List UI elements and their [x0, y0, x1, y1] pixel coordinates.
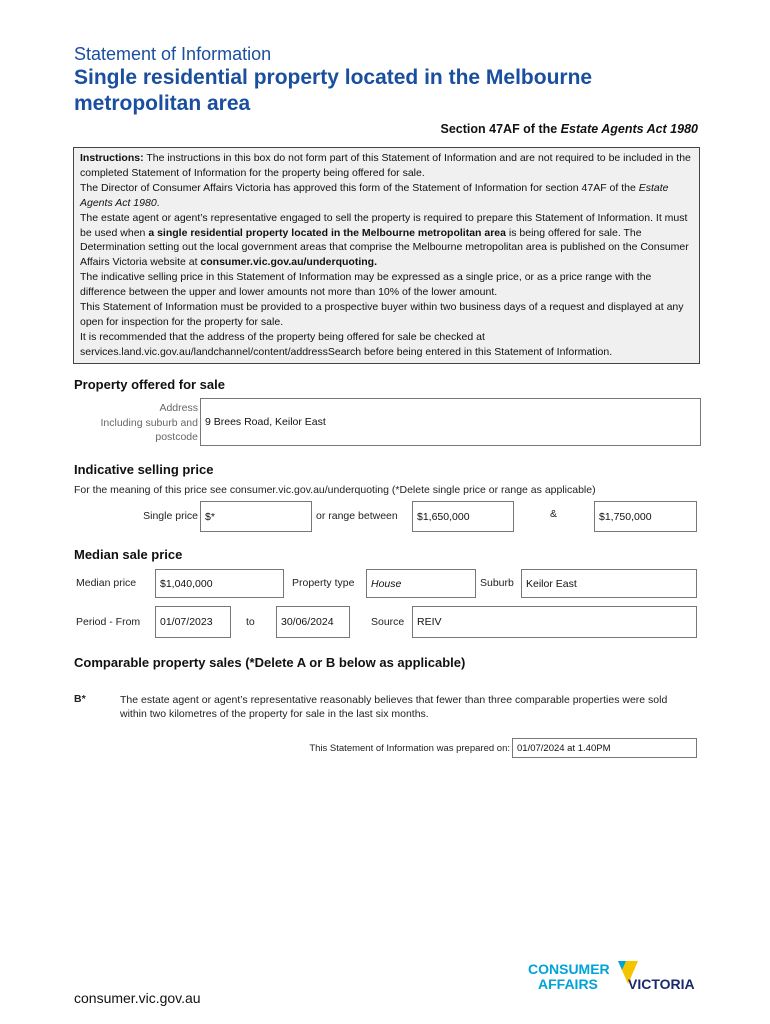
single-price-label: Single price: [143, 510, 198, 522]
instructions-p5: This Statement of Information must be provided to a prospective buyer within two business days of a request and displayed at any open for inspection for the property for sale.: [80, 301, 684, 328]
range-high-field[interactable]: $1,750,000: [594, 501, 697, 532]
option-b-text: The estate agent or agent’s representative reasonably believes that fewer than three comparable properties were sold within two kilometres of the property for sale in the last six months.: [120, 694, 668, 720]
underquoting-link[interactable]: consumer.vic.gov.au/underquoting.: [200, 255, 377, 268]
prepared-on-field[interactable]: 01/07/2024 at 1.40PM: [512, 738, 697, 758]
form-subtitle: Statement of Information: [74, 44, 272, 64]
logo-word-affairs: AFFAIRS: [538, 976, 598, 992]
comparable-section-title: Comparable property sales (*Delete A or B below as applicable): [74, 655, 466, 670]
source-field[interactable]: REIV: [412, 606, 697, 638]
instructions-p1: Instructions: The instructions in this box do not form part of this Statement of Information and are not required to be included in the completed Statement of Information for the property being offered for sale.: [80, 152, 691, 179]
suburb-label: Suburb: [480, 577, 514, 589]
address-field[interactable]: 9 Brees Road, Keilor East: [200, 398, 701, 446]
instructions-box: [73, 147, 700, 364]
logo-graphic: [526, 958, 706, 1002]
period-to-field[interactable]: 30/06/2024: [276, 606, 350, 638]
single-price-field[interactable]: $*: [200, 501, 312, 532]
median-section-title: Median sale price: [74, 547, 183, 562]
property-section-title: Property offered for sale: [74, 377, 225, 392]
logo-word-victoria: VICTORIA: [628, 976, 695, 992]
logo-word-consumer: CONSUMER: [528, 961, 610, 977]
page-title: Single residential property located in the Melbourne metropolitan area: [74, 66, 593, 115]
price-note: For the meaning of this price see consumer.vic.gov.au/underquoting (*Delete single price or range as applicable): [74, 484, 596, 496]
instructions-p2: The Director of Consumer Affairs Victoria has approved this form of the Statement of Information for section 47AF of the Estate Agents Act 1980.: [80, 182, 669, 209]
consumer-affairs-victoria-logo: [526, 958, 706, 1002]
property-type-field[interactable]: House: [366, 569, 476, 598]
suburb-field[interactable]: Keilor East: [521, 569, 697, 598]
period-to-label: to: [246, 616, 255, 628]
instructions-p4: The indicative selling price in this Statement of Information may be expressed as a single price, or as a price range with the difference between the upper and lower amounts not more than 10% of the lower amount.: [80, 271, 652, 298]
address-label: Address Including suburb and postcode: [100, 402, 198, 443]
instructions-p3: The estate agent or agent’s representative engaged to sell the property is required to prepare this Statement of Information. It must be used when a single residential property located in the Melbourne metropolitan area is being offered for sale. The Determination setting out the local government areas that comprise the Melbourne metropolitan area is published on the Consumer Affairs Victoria website at consumer.vic.gov.au/underquoting.: [80, 212, 689, 268]
period-from-field[interactable]: 01/07/2023: [155, 606, 231, 638]
range-ampersand: &: [550, 508, 558, 520]
footer-url[interactable]: consumer.vic.gov.au: [74, 990, 201, 1006]
range-label: or range between: [316, 510, 398, 522]
median-price-field[interactable]: $1,040,000: [155, 569, 284, 598]
section-reference: Section 47AF of the Estate Agents Act 1980: [440, 122, 698, 136]
instructions-p6: It is recommended that the address of the property being offered for sale be checked at services.land.vic.gov.au/landchannel/content/addressSearch before being entered in this Statement of Information.: [80, 331, 613, 358]
price-section-title: Indicative selling price: [74, 462, 214, 477]
option-b-marker: B*: [74, 693, 86, 705]
prepared-on-label: This Statement of Information was prepared on:: [309, 743, 510, 754]
property-type-label: Property type: [292, 577, 355, 589]
median-price-label: Median price: [76, 577, 137, 589]
source-label: Source: [371, 616, 405, 628]
range-low-field[interactable]: $1,650,000: [412, 501, 514, 532]
period-from-label: Period - From: [76, 616, 141, 628]
